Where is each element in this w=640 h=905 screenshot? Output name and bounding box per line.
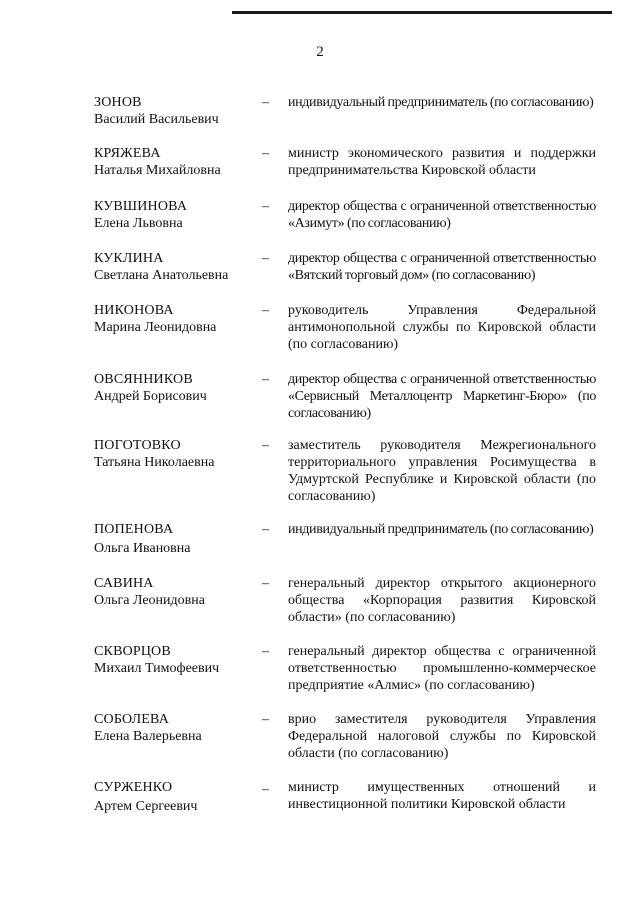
role-description: заместитель руководителя Межрегионального территориального управления Росимущества в Удмуртской Республике и Кировской области (по согласованию) [288,438,596,504]
dash-separator: – [262,644,269,659]
given-names: Михаил Тимофеевич [94,661,220,676]
dash-separator: – [262,303,269,318]
person-name [94,145,254,179]
surname: НИКОНОВА [94,303,174,318]
role-description: генеральный директор открытого акционерного общества «Корпорация развития Кировской области» (по согласованию) [288,576,596,625]
given-names: Светлана Анатольевна [94,268,229,283]
dash-separator: – [262,522,269,537]
role-description: врио заместителя руководителя Управления Федеральной налоговой службы по Кировской области (по согласованию) [288,712,596,761]
person-name [94,779,254,815]
surname: КУВШИНОВА [94,199,188,214]
dash-separator: – [262,576,269,591]
person-name [94,94,254,128]
dash-separator: – [262,372,269,387]
given-names: Марина Леонидовна [94,320,217,335]
role-description: министр имущественных отношений и инвестиционной политики Кировской области [288,780,596,812]
person-name [94,198,254,232]
role-description: директор общества с ограниченной ответственностью «Сервисный Металлоцентр Маркетинг-Бюро» (по согласованию) [288,372,596,421]
given-names: Татьяна Николаевна [94,455,215,470]
given-names: Василий Васильевич [94,112,219,127]
dash-separator: – [262,199,269,214]
dash-separator: – [262,251,269,266]
surname: ПОПЕНОВА [94,522,174,537]
person-name [94,302,254,336]
role-description: министр экономического развития и поддержки предпринимательства Кировской области [288,146,596,178]
page-number: 2 [316,44,324,60]
given-names: Наталья Михайловна [94,163,221,178]
surname: ОВСЯННИКОВ [94,372,193,387]
given-names: Андрей Борисович [94,389,207,404]
dash-separator: – [262,712,269,727]
surname: САВИНА [94,576,154,591]
given-names: Елена Львовна [94,216,183,231]
role-description: директор общества с ограниченной ответственностью «Вятский торговый дом» (по согласованию) [288,251,596,283]
person-name [94,711,254,745]
surname: СОБОЛЕВА [94,712,170,727]
surname: СКВОРЦОВ [94,644,171,659]
role-description: индивидуальный предприниматель (по согласованию) [288,522,594,537]
surname: СУРЖЕНКО [94,780,173,795]
person-name [94,575,254,609]
given-names: Артем Сергеевич [94,799,198,814]
given-names: Елена Валерьевна [94,729,202,744]
person-name [94,437,254,471]
dash-separator: – [262,438,269,453]
surname: КУКЛИНА [94,251,164,266]
surname: КРЯЖЕВА [94,146,161,161]
person-name [94,250,254,284]
surname: ПОГОТОВКО [94,438,181,453]
role-description: индивидуальный предприниматель (по согласованию) [288,95,594,110]
dash-separator: – [262,146,269,161]
dash-separator: – [262,95,269,110]
person-name [94,521,254,557]
person-name [94,371,254,405]
role-description: директор общества с ограниченной ответственностью «Азимут» (по согласованию) [288,199,596,231]
dash-separator: – [262,782,269,797]
role-description: руководитель Управления Федеральной антимонопольной службы по Кировской области (по согласованию) [288,303,596,352]
role-description: генеральный директор общества с ограниченной ответственностью промышленно-коммерческое предприятие «Алмис» (по согласованию) [288,644,596,693]
given-names: Ольга Ивановна [94,541,191,556]
given-names: Ольга Леонидовна [94,593,205,608]
person-name [94,643,254,677]
surname: ЗОНОВ [94,95,142,110]
